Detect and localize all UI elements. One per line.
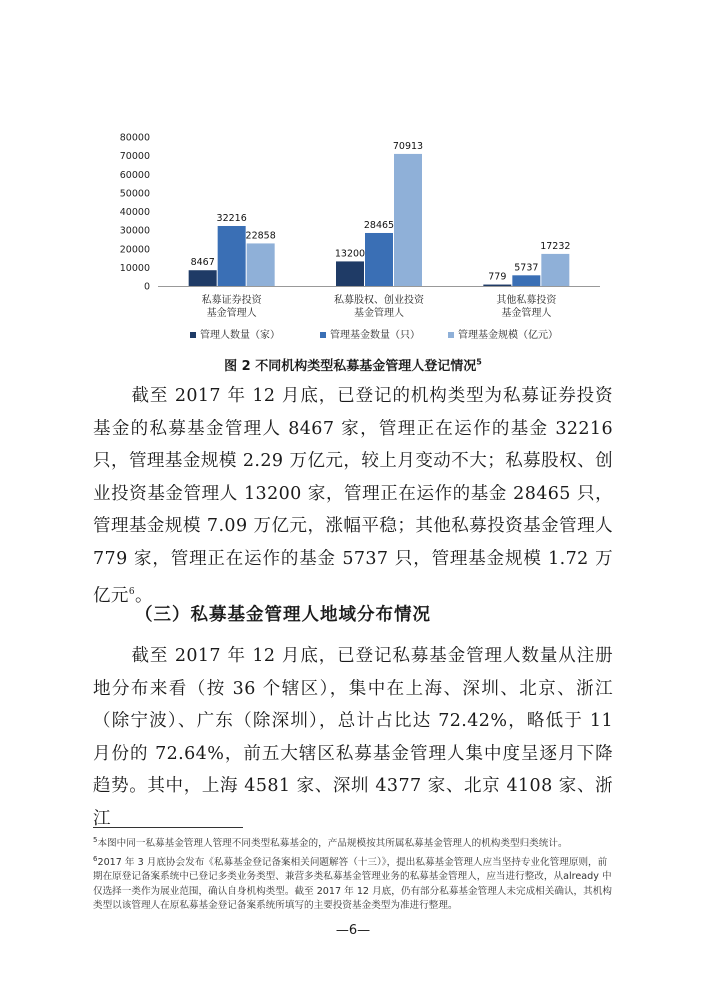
category-label: 基金管理人 [206,308,257,319]
y-tick-label: 20000 [119,244,150,256]
paragraph-2: 截至 2017 年 12 月底，已登记私募基金管理人数量从注册地分布来看（按 36 个辖区），集中在上海、深圳、北京、浙江（除宁波）、广东（除深圳），总计占比达 72.42%，略低于 11 月份的 72.64%，前五大辖区私募基金管理人集中度呈逐月下降趋势。其中，上海 4581 家、深圳 4377 家、北京 4108 家、浙江 [93,646,613,829]
legend-swatch [320,332,326,338]
figure-caption: 图 2 不同机构类型私募基金管理人登记情况$^5$ [224,357,482,374]
y-tick-label: 0 [143,281,150,293]
y-tick-label: 10000 [119,262,150,274]
bar-value-label: 5737 [514,262,539,274]
y-tick-label: 40000 [119,207,150,218]
bar-value-label: 32216 [216,212,247,224]
bar-value-label: 17232 [540,240,571,252]
bar-value-label: 70913 [392,140,424,152]
bar [483,285,511,286]
bar [336,261,364,286]
y-tick-label: 80000 [119,132,150,144]
footnote-5: $^5$本图中同一私募基金管理人管理不同类型私募基金的，产品规模按其所属私募基金管理人的机构类型归类统计。 [93,836,568,850]
bar-chart [0,0,706,350]
bar [394,154,422,286]
category-label: 基金管理人 [354,308,404,319]
bar [247,243,275,286]
category-label: 其他私募投资 [496,295,557,306]
footnote-divider [93,827,243,828]
footnote-6: $^6$2017 年 3 月底协会发布《私募基金登记备案相关问题解答（十三）》，提出私募基金管理人应当坚持专业化管理原则，前期在原登记备案系统中已登记多类业务类型、兼营多类私募基金管理业务的私募基金管理人，应当进行整改，从already 中仅选择一类作为展业范围，确认自身机构类型。截至 2017 年 12 月底，仍有部分私募基金管理人未完成相关确认，其机构类型以该管理人在原私募基金登记备案系统所填写的主要投资基金类型为准进行整理。 [93,854,612,912]
legend-swatch [190,332,196,338]
category-label: 基金管理人 [501,308,552,319]
paragraph-1-block [93,380,613,612]
y-tick-label: 70000 [119,151,150,163]
bar-value-label: 779 [488,271,507,283]
legend-swatch [448,332,454,338]
legend-label: 管理基金规模（亿元） [458,330,558,341]
bar [218,226,246,286]
bar [189,270,217,286]
bar [512,275,540,286]
bar-value-label: 28465 [363,219,395,231]
category-label: 私募股权、创业投资 [334,295,424,306]
legend-label: 管理基金数量（只） [330,330,420,341]
footnote-mark-6: 6 [128,586,135,597]
y-tick-label: 60000 [119,169,150,181]
paragraph-1: 截至 2017 年 12 月底，已登记的机构类型为私募证券投资基金的私募基金管理人 8467 家，管理正在运作的基金 32216 只，管理基金规模 2.29 万亿元，较上月变动不大；私募股权、创业投资基金管理人 13200 家，管理正在运作的基金 28465 只，管理基金规模 7.09 万亿元，涨幅平稳；其他私募投资基金管理人 779 家，管理正在运作的基金 5737 只，管理基金规模 1.72 万亿元$^6$。 [93,386,613,606]
legend [190,328,558,341]
bars [189,141,571,286]
paragraph-2-block [93,640,613,836]
bar-value-label: 13200 [334,248,366,260]
category-labels [202,293,558,319]
bar [365,233,393,286]
bar-value-label: 8467 [190,257,215,269]
section-heading: （三）私募基金管理人地域分布情况 [135,605,431,625]
y-tick-label: 50000 [119,188,150,200]
caption-footnote-mark: 5 [476,357,482,367]
page-number: —6— [335,923,371,938]
legend-label: 管理人数量（家） [200,330,280,341]
bar-value-label: 22858 [245,230,276,242]
bar [541,254,569,286]
y-tick-label: 30000 [119,225,150,237]
footnotes [93,833,613,914]
category-label: 私募证券投资 [201,295,262,306]
